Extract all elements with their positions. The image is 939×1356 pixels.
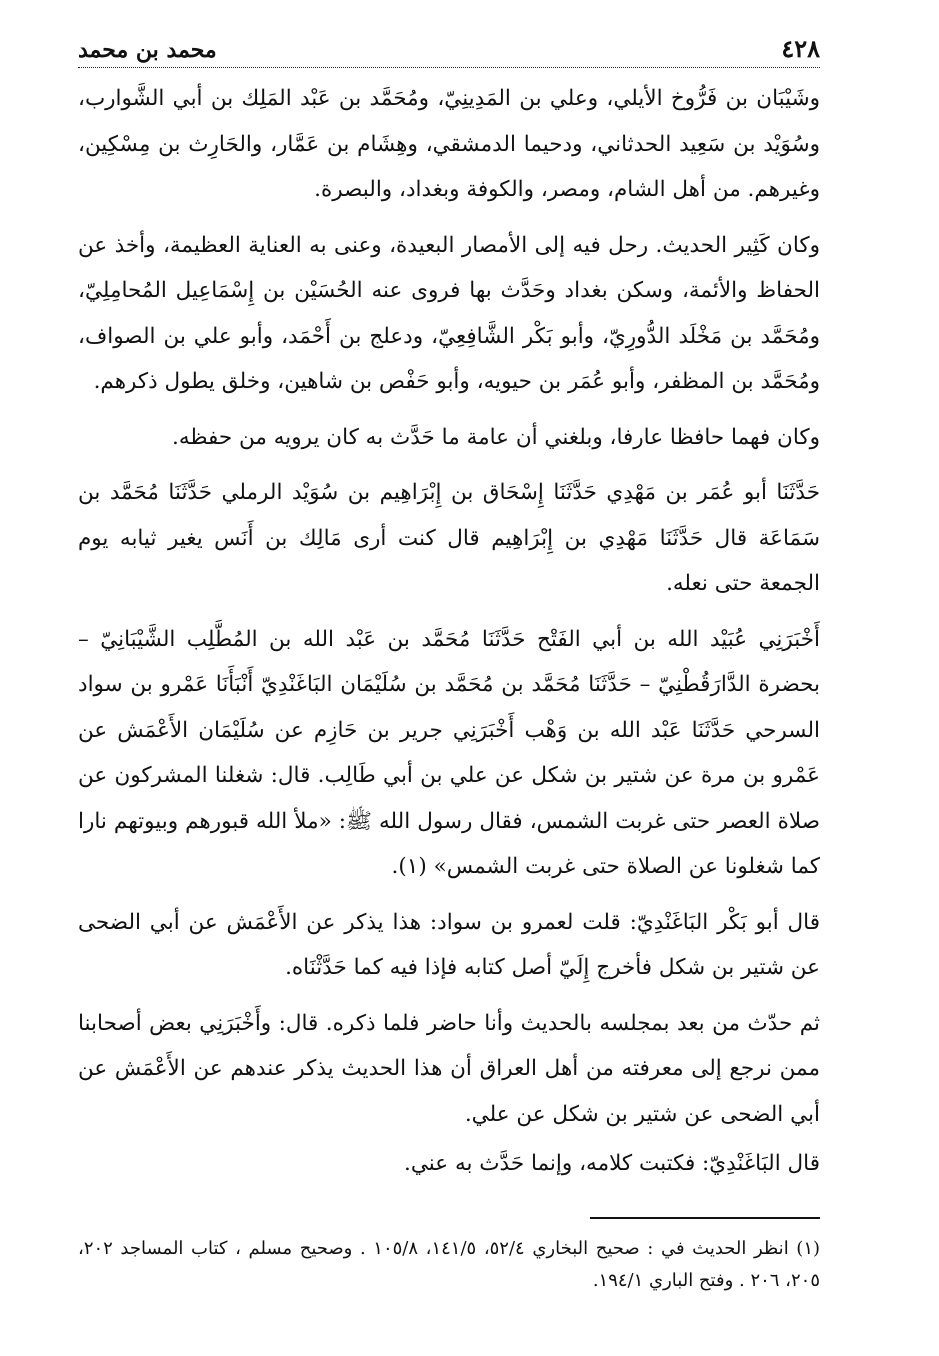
paragraph-4: حَدَّثَنَا أبو عُمَر بن مَهْدِي حَدَّثَنَا إِسْحَاق بن إِبْرَاهِيم بن سُوَيْد الرملي حَدَّثَنَا مُحَمَّد بن سَمَاعَة قال حَدَّثَنَا مَهْدِي بن إِبْرَاهِيم قال كنت أرى مَالِك بن أَنَس يغير ثيابه يوم الجمعة حتى نعله. bbox=[78, 480, 820, 596]
footnote-divider bbox=[590, 1217, 820, 1219]
page-number: ٤٢٨ bbox=[781, 34, 820, 63]
book-page bbox=[78, 34, 820, 1297]
paragraph-5: أَخْبَرَنِي عُبَيْد الله بن أبي الفَتْح حَدَّثَنَا مُحَمَّد بن عَبْد الله بن المُطَّلِب الشَّيْبَانِيّ – بحضرة الدَّارَقُطْنِيّ – حَدَّثَنَا مُحَمَّد بن مُحَمَّد بن سُلَيْمَان البَاغَنْدِيّ أَنْبَأَنَا عَمْرو بن سواد السرحي حَدَّثَنَا عَبْد الله بن وَهْب أَخْبَرَنِي جرير بن حَازِم عن سُلَيْمَان الأَعْمَش عن عَمْرو بن مرة عن شتير بن شكل عن علي بن أبي طَالِب. قال: شغلنا المشركون عن صلاة العصر حتى غربت الشمس، فقال رسول الله ﷺ: «ملأ الله قبورهم وبيوتهم نارا كما شغلونا عن الصلاة حتى غربت الشمس» (١). bbox=[78, 626, 820, 879]
paragraph-3: وكان فهما حافظا عارفا، وبلغني أن عامة ما حَدَّث به كان يرويه من حفظه. bbox=[171, 424, 820, 450]
paragraph-1: وشَيْبَان بن فَرُّوخ الأيلي، وعلي بن المَدِينِيّ، ومُحَمَّد بن عَبْد المَلِك بن أبي الشَّوارب، وسُوَيْد بن سَعِيد الحدثاني، ودحيما الدمشقي، وهِشَام بن عَمَّار، والحَارِث بن مِسْكِين، وغيرهم. من أهل الشام، ومصر، والكوفة وبغداد، والبصرة. bbox=[78, 86, 820, 202]
running-title: محمد بن محمد bbox=[78, 37, 217, 63]
paragraph-2: وكان كَثِير الحديث. رحل فيه إلى الأمصار البعيدة، وعنى به العناية العظيمة، وأخذ عن الحفاظ والأئمة، وسكن بغداد وحَدَّث بها فروى عنه الحُسَيْن بن إِسْمَاعِيل المُحامِلِيّ، ومُحَمَّد بن مَخْلَد الدُّورِيّ، وأبو بَكْر الشَّافِعِيّ، ودعلج بن أَحْمَد، وأبو علي بن الصواف، ومُحَمَّد بن المظفر، وأبو عُمَر بن حيويه، وأبو حَفْص بن شاهين، وخلق يطول ذكرهم. bbox=[78, 232, 820, 394]
footnote: (١) انظر الحديث في : صحيح البخاري ٥٢/٤، ١٤١/٥، ١٠٥/٨ . وصحيح مسلم ، كتاب المساجد ٢٠٢، ٢٠٥، ٢٠٦ . وفتح الباري ١٩٤/١. bbox=[78, 1237, 821, 1291]
paragraph-7: ثم حدّث من بعد بمجلسه بالحديث وأنا حاضر فلما ذكره. قال: وأَخْبَرَنِي بعض أصحابنا ممن نرجع إلى معرفته من أهل العراق أن هذا الحديث يذكر عندهم عن الأَعْمَش عن أبي الضحى عن شتير بن شكل عن علي. bbox=[78, 1010, 820, 1127]
paragraph-6: قال أبو بَكْر البَاغَنْدِيّ: قلت لعمرو بن سواد: هذا يذكر عن الأَعْمَش عن أبي الضحى عن شتير بن شكل فأخرج إِلَيّ أصل كتابه فإذا فيه كما حَدَّثْنَاه. bbox=[78, 909, 820, 980]
paragraph-8: قال البَاغَنْدِيّ: فكتبت كلامه، وإنما حَدَّث به عني. bbox=[404, 1151, 820, 1176]
page-header bbox=[78, 34, 820, 68]
